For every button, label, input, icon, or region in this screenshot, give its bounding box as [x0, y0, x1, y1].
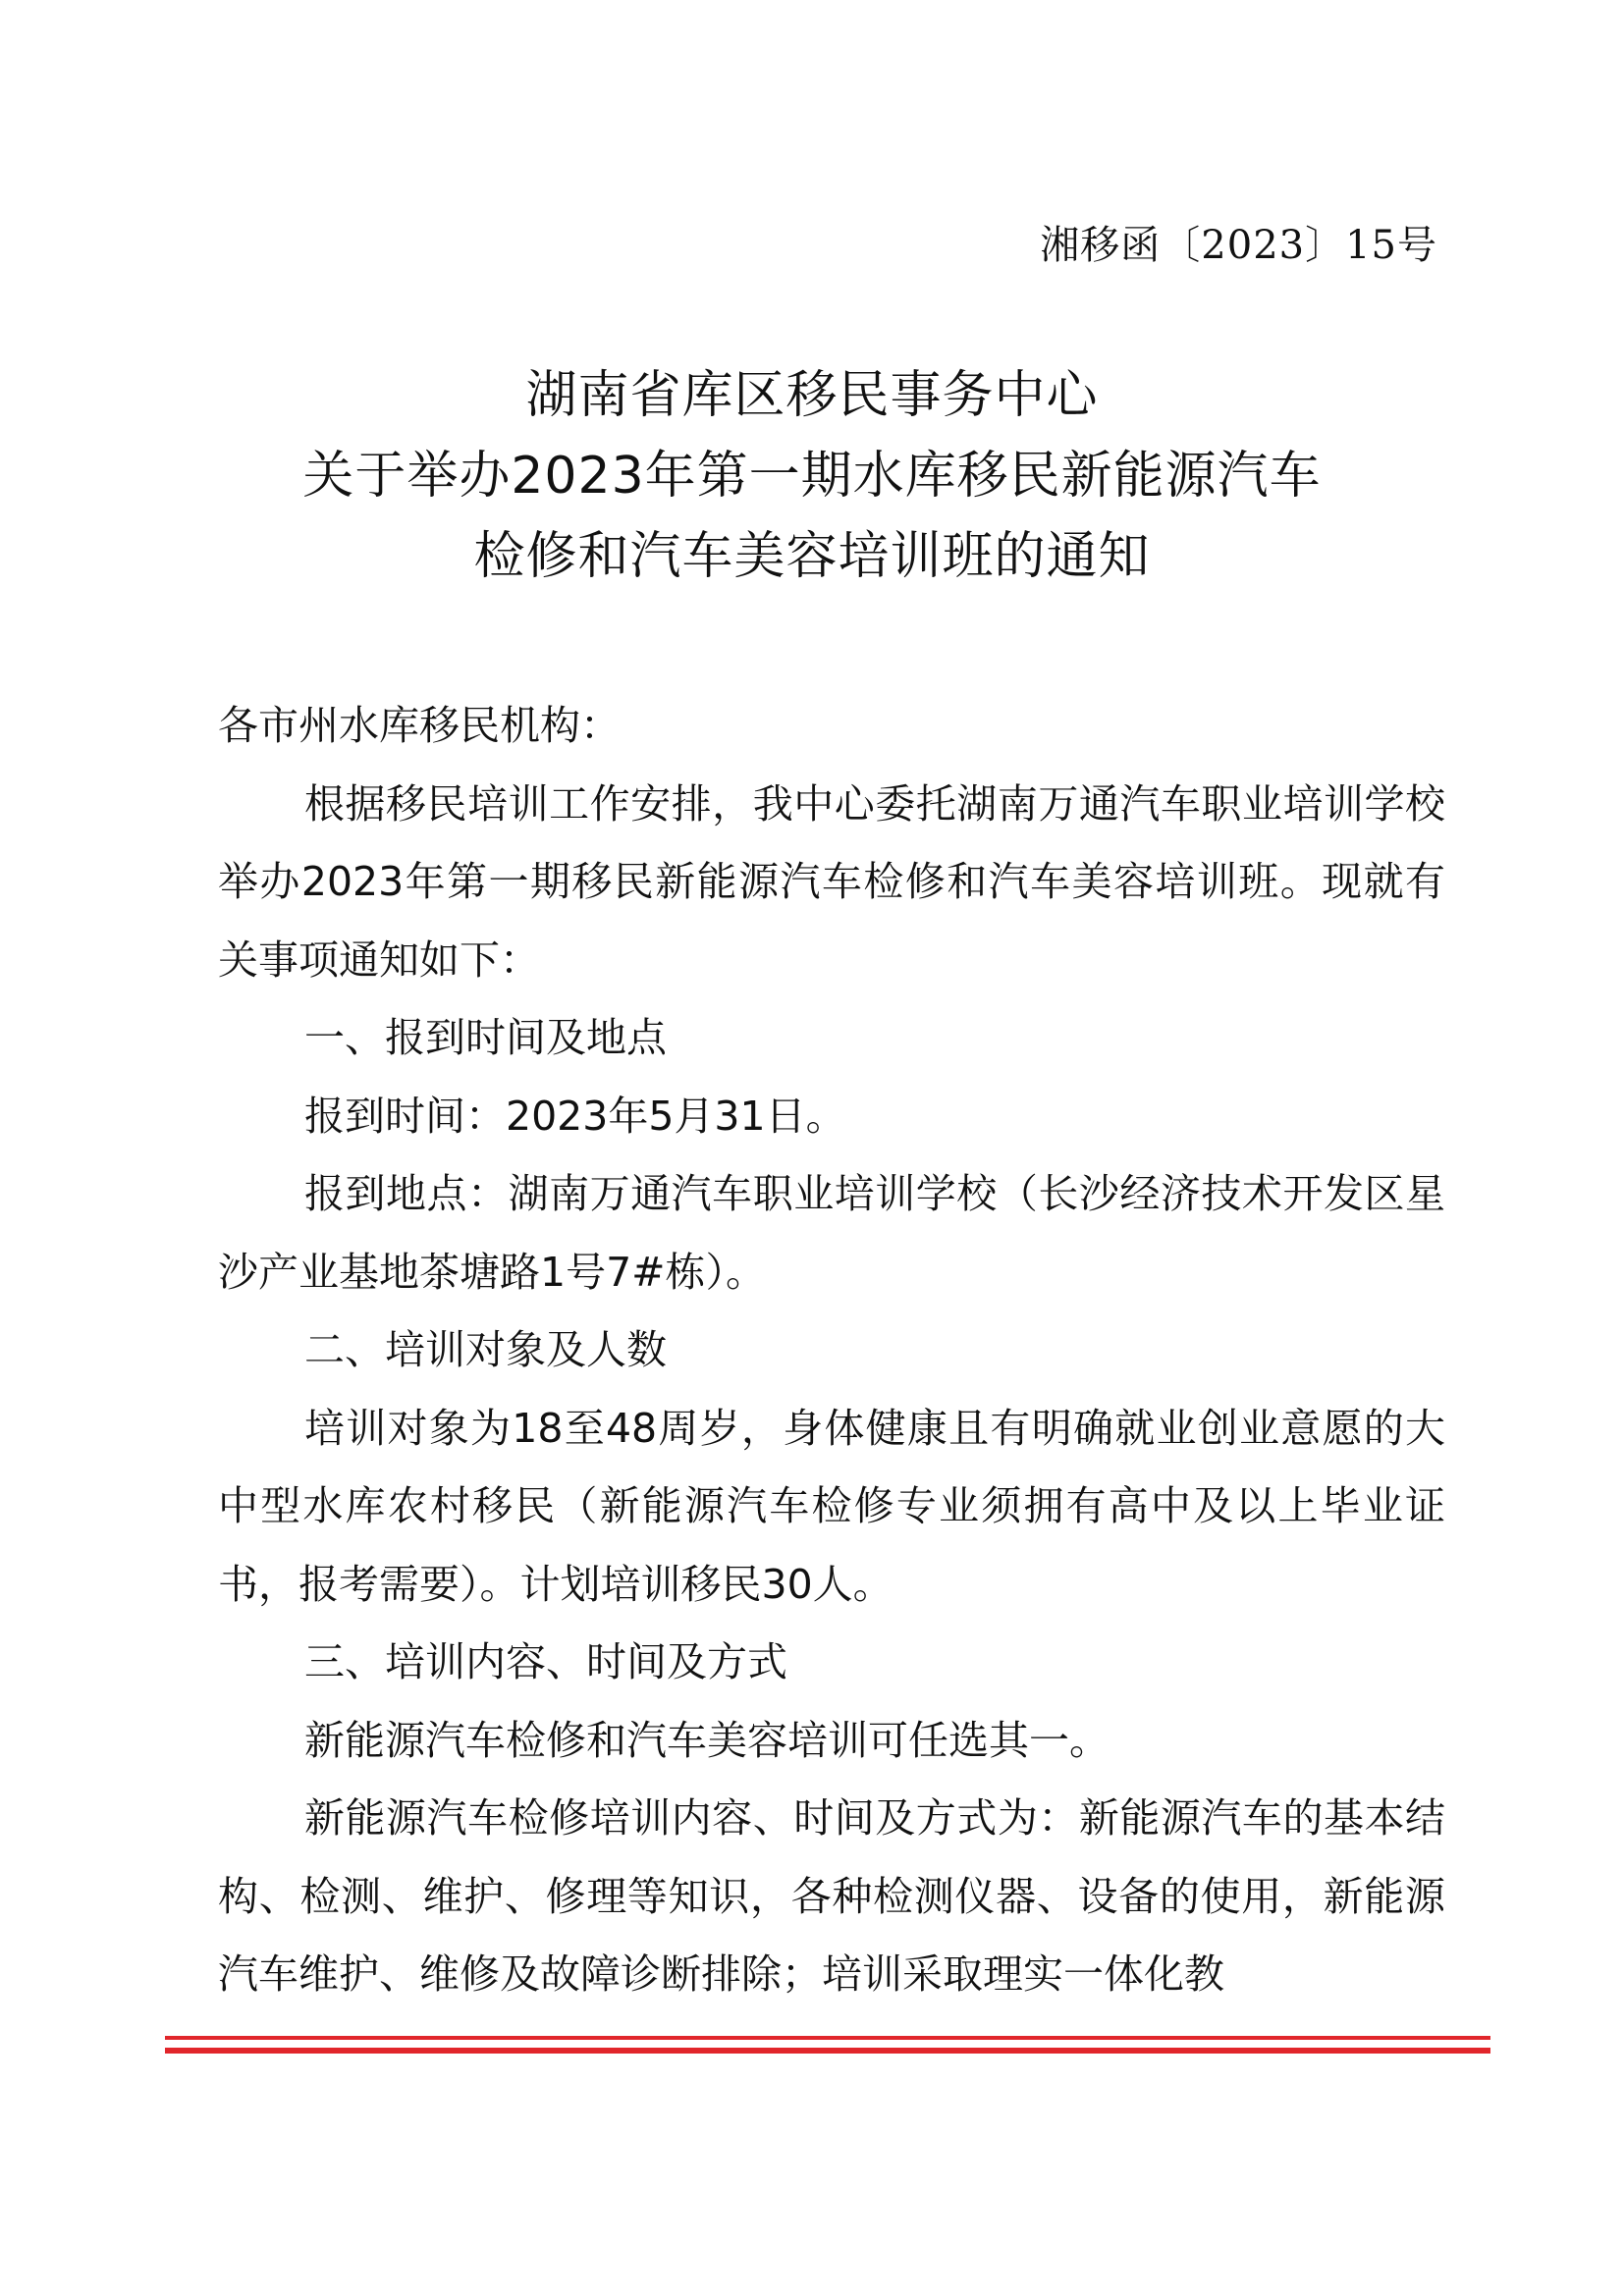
course-content-paragraph: 新能源汽车检修培训内容、时间及方式为：新能源汽车的基本结构、检测、维护、修理等知识，各种检测仪器、设备的使用，新能源汽车维护、维修及故障诊断排除；培训采取理实一体化教 — [218, 1794, 1445, 1998]
section-heading-1: 一、报到时间及地点 — [304, 1014, 667, 1061]
salutation: 各市州水库移民机构： — [218, 702, 621, 749]
intro-paragraph: 根据移民培训工作安排，我中心委托湖南万通汽车职业培训学校举办2023年第一期移民新能源汽车检修和汽车美容培训班。现就有关事项通知如下： — [218, 779, 1445, 984]
report-location: 报到地点：湖南万通汽车职业培训学校（长沙经济技术开发区星沙产业基地茶塘路1号7#栋）。 — [218, 1170, 1445, 1296]
report-time: 报到时间：2023年5月31日。 — [304, 1092, 846, 1140]
document-body — [218, 687, 1445, 2014]
document-number: 湘移函〔2023〕15号 — [1040, 223, 1437, 268]
title-line-3: 检修和汽车美容培训班的通知 — [473, 527, 1151, 586]
document-title — [0, 355, 1624, 597]
title-line-1: 湖南省库区移民事务中心 — [525, 366, 1099, 425]
course-choice-paragraph: 新能源汽车检修和汽车美容培训可任选其一。 — [304, 1716, 1110, 1764]
section-heading-3: 三、培训内容、时间及方式 — [304, 1638, 787, 1685]
red-rule-top — [165, 2036, 1490, 2040]
section-heading-2: 二、培训对象及人数 — [304, 1326, 667, 1373]
trainee-paragraph: 培训对象为18至48周岁，身体健康且有明确就业创业意愿的大中型水库农村移民（新能源汽车检修专业须拥有高中及以上毕业证书，报考需要）。计划培训移民30人。 — [218, 1404, 1445, 1608]
title-line-2: 关于举办2023年第一期水库移民新能源汽车 — [302, 447, 1322, 506]
red-rule-bottom — [165, 2048, 1490, 2054]
